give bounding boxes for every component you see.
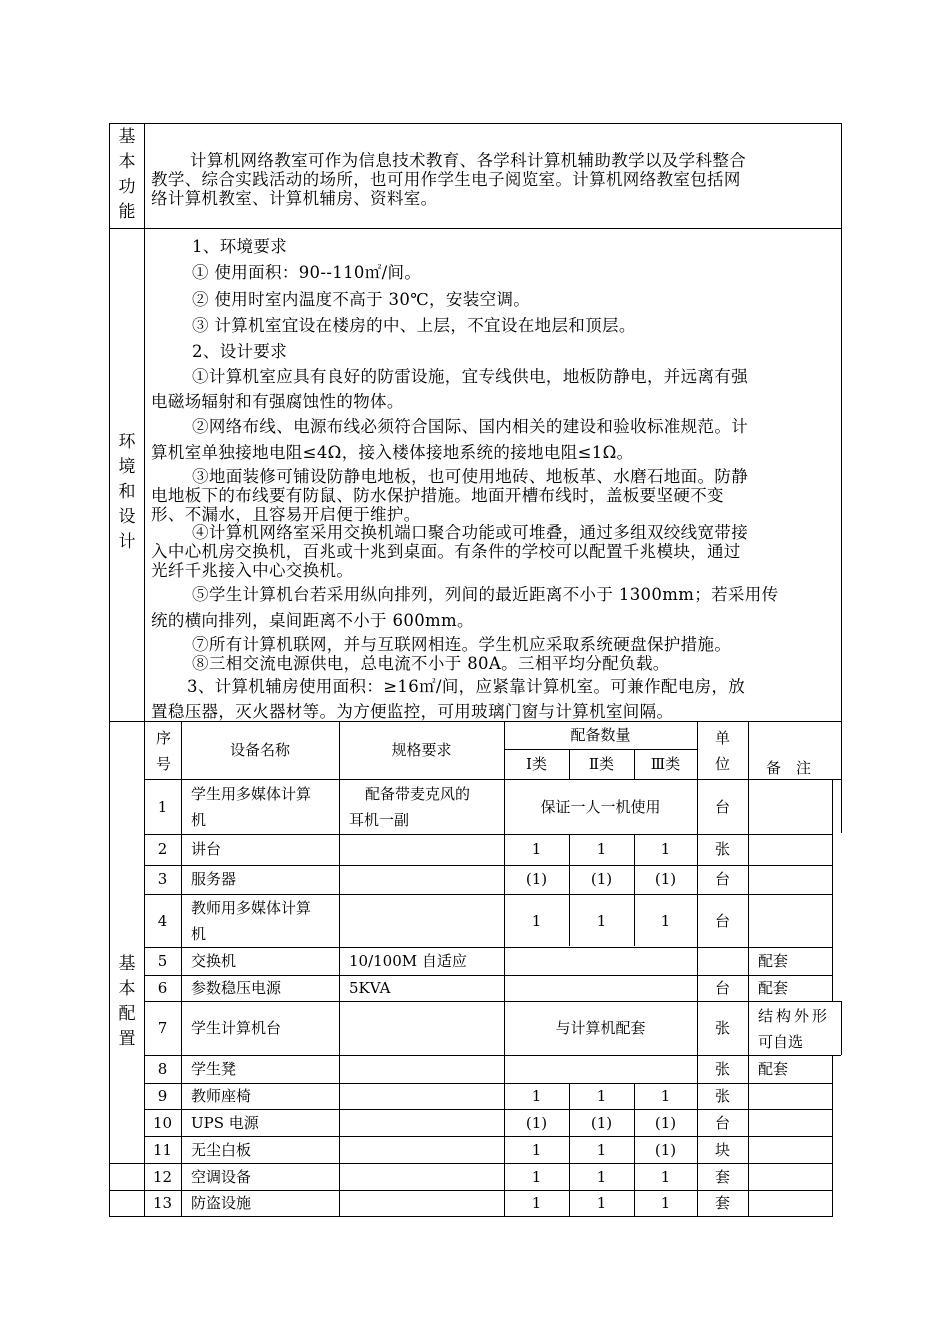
rule — [832, 779, 833, 1002]
rule — [504, 749, 697, 750]
cell-unit: 张 — [714, 1087, 730, 1105]
cell-spec: 配备带麦克风的 — [365, 785, 471, 803]
cell-name: 讲台 — [191, 840, 222, 858]
cell-seq: 8 — [157, 1060, 168, 1078]
cell-seq: 12 — [152, 1168, 173, 1186]
rule — [144, 123, 145, 1217]
cell-name: 防盗设施 — [191, 1194, 252, 1212]
rule — [144, 1001, 841, 1002]
header-unit-1: 单 — [714, 729, 730, 747]
header-class-3: Ⅲ类 — [650, 755, 681, 773]
cell-name: 机 — [191, 811, 207, 829]
cell-name: 学生用多媒体计算 — [191, 785, 312, 803]
rule — [109, 228, 842, 229]
rule — [841, 749, 842, 833]
cell-qty-3: 1 — [660, 840, 671, 858]
paragraph-line: 2、设计要求 — [192, 342, 288, 361]
paragraph-line: ⑤学生计算机台若采用纵向排列，列间的最近距离不小于 1300mm；若采用传 — [192, 585, 779, 604]
header-note: 备 注 — [766, 759, 812, 777]
cell-note: 配套 — [758, 1060, 789, 1078]
cell-name: 无尘白板 — [191, 1141, 252, 1159]
header-seq-2: 号 — [156, 755, 172, 773]
paragraph-line: ② 使用时室内温度不高于 30℃，安装空调。 — [192, 290, 531, 309]
paragraph-line: ⑦所有计算机联网，并与互联网相连。学生机应采取系统硬盘保护措施。 — [192, 635, 732, 654]
cell-name: 交换机 — [191, 952, 237, 970]
label-text: 基本配置 — [118, 954, 136, 1049]
cell-qty-1: 1 — [531, 1194, 542, 1212]
cell-name: 教师座椅 — [191, 1087, 252, 1105]
rule — [748, 721, 749, 1217]
paragraph-line: 计算机网络教室可作为信息技术教育、各学科计算机辅助教学以及学科整合 — [190, 151, 747, 170]
paragraph-line: ③地面装修可铺设防静电地板，也可使用地砖、地板革、水磨石地面。防静 — [192, 467, 749, 486]
cell-qty-1: (1) — [525, 1114, 548, 1132]
header-class-1: Ⅰ类 — [526, 755, 547, 773]
cell-unit: 张 — [714, 1019, 730, 1037]
cell-qty-2: 1 — [596, 1087, 607, 1105]
cell-unit: 张 — [714, 1060, 730, 1078]
cell-name: 参数稳压电源 — [191, 979, 282, 997]
cell-qty-2: 1 — [596, 1194, 607, 1212]
cell-seq: 1 — [157, 798, 168, 816]
cell-name: 学生凳 — [191, 1060, 237, 1078]
paragraph-line: 置稳压器，灭火器材等。为方便监控，可用玻璃门窗与计算机室间隔。 — [151, 702, 674, 721]
cell-note: 配套 — [758, 979, 789, 997]
cell-name: 空调设备 — [191, 1168, 252, 1186]
cell-unit: 台 — [714, 1114, 730, 1132]
cell-note: 配套 — [758, 952, 789, 970]
cell-seq: 3 — [157, 870, 168, 888]
cell-spec: 耳机一副 — [349, 811, 410, 829]
cell-seq: 5 — [157, 952, 168, 970]
cell-unit: 台 — [714, 979, 730, 997]
cell-qty-1: 1 — [531, 912, 542, 930]
paragraph-line: ②网络布线、电源布线必须符合国际、国内相关的建设和验收标准规范。计 — [192, 417, 749, 436]
cell-qty-1: 1 — [531, 1141, 542, 1159]
rule — [109, 1216, 833, 1217]
paragraph-line: 形、不漏水，且容易开启便于维护。 — [151, 505, 421, 524]
cell-seq: 7 — [157, 1019, 168, 1037]
paragraph-line: 电磁场辐射和有强腐蚀性的物体。 — [151, 392, 404, 411]
cell-seq: 13 — [152, 1194, 173, 1212]
cell-name: 服务器 — [191, 870, 237, 888]
cell-note: 结构外形 — [758, 1007, 831, 1025]
cell-unit: 张 — [714, 840, 730, 858]
cell-qty-2: 1 — [596, 1168, 607, 1186]
cell-qty-3: (1) — [654, 1114, 677, 1132]
cell-unit: 台 — [714, 798, 730, 816]
cell-qty-3: (1) — [654, 870, 677, 888]
cell-qty-1: 1 — [531, 840, 542, 858]
paragraph-line: 光纤千兆接入中心交换机。 — [151, 561, 354, 580]
label-text: 基本功能 — [118, 127, 136, 222]
paragraph-line: 统的横向排列，桌间距离不小于 600mm。 — [151, 611, 474, 630]
label-text: 环境和设计 — [118, 432, 136, 552]
cell-unit: 块 — [714, 1141, 730, 1159]
cell-qty-3: 1 — [660, 912, 671, 930]
cell-unit: 台 — [714, 912, 730, 930]
paragraph-line: 入中心机房交换机，百兆或十兆到桌面。有条件的学校可以配置千兆模块，通过 — [151, 542, 741, 561]
cell-qty-1: 1 — [531, 1168, 542, 1186]
section-label-basic-function — [114, 125, 140, 225]
cell-qty-2: (1) — [590, 1114, 613, 1132]
section-label-environment — [114, 430, 140, 555]
rule — [144, 834, 833, 835]
header-seq-1: 序 — [156, 729, 172, 747]
cell-qty-1: 1 — [531, 1087, 542, 1105]
cell-seq: 4 — [157, 912, 168, 930]
rule — [339, 721, 340, 1217]
rule — [841, 123, 842, 749]
cell-qty-3: (1) — [654, 1141, 677, 1159]
rule — [841, 1001, 842, 1055]
cell-qty-2: 1 — [596, 1141, 607, 1159]
cell-qty-3: 1 — [660, 1194, 671, 1212]
header-unit-2: 位 — [714, 755, 730, 773]
cell-qty-1: (1) — [525, 870, 548, 888]
paragraph-line: ① 使用面积：90--110㎡/间。 — [192, 263, 422, 282]
cell-qty-merged: 与计算机配套 — [555, 1019, 646, 1037]
paragraph-line: 算机室单独接地电阻≤4Ω，接入楼体接地系统的接地电阻≤1Ω。 — [151, 443, 634, 462]
paragraph-line: 1、环境要求 — [192, 237, 288, 256]
cell-qty-2: (1) — [590, 870, 613, 888]
cell-spec: 5KVA — [349, 979, 391, 997]
cell-qty-3: 1 — [660, 1087, 671, 1105]
cell-note: 可自选 — [758, 1033, 804, 1051]
cell-name: 教师用多媒体计算 — [191, 899, 312, 917]
paragraph-line: 3、计算机辅房使用面积：≥16㎡/间，应紧靠计算机室。可兼作配电房，放 — [187, 677, 746, 696]
cell-name: 机 — [191, 925, 207, 943]
paragraph-line: 络计算机教室、计算机辅房、资料室。 — [151, 189, 438, 208]
cell-name: UPS 电源 — [191, 1114, 259, 1132]
section-label-config — [114, 952, 140, 1052]
rule — [109, 123, 110, 1217]
rule — [144, 947, 833, 948]
cell-name: 学生计算机台 — [191, 1019, 282, 1037]
rule — [144, 779, 748, 780]
cell-unit: 套 — [714, 1168, 730, 1186]
paragraph-line: ③ 计算机室宜设在楼房的中、上层，不宜设在地层和顶层。 — [192, 316, 636, 335]
cell-qty-3: 1 — [660, 1168, 671, 1186]
cell-qty-merged: 保证一人一机使用 — [540, 798, 661, 816]
paragraph-line: 教学、综合实践活动的场所，也可用作学生电子阅览室。计算机网络教室包括网 — [151, 170, 741, 189]
cell-seq: 10 — [152, 1114, 173, 1132]
paragraph-line: ④计算机网络室采用交换机端口聚合功能或可堆叠，通过多组双绞线宽带接 — [192, 523, 749, 542]
paragraph-line: 电地板下的布线要有防鼠、防水保护措施。地面开槽布线时，盖板要坚硬不变 — [151, 486, 724, 505]
cell-qty-2: 1 — [596, 912, 607, 930]
header-class-2: Ⅱ类 — [588, 755, 615, 773]
paragraph-line: ⑧三相交流电源供电，总电流不小于 80A。三相平均分配负载。 — [192, 654, 670, 673]
header-spec: 规格要求 — [391, 741, 452, 759]
rule — [109, 123, 842, 124]
rule — [181, 721, 182, 1217]
cell-unit: 套 — [714, 1194, 730, 1212]
cell-seq: 6 — [157, 979, 168, 997]
paragraph-line: ①计算机室应具有良好的防雷设施，宜专线供电，地板防静电，并远离有强 — [192, 367, 749, 386]
cell-unit: 台 — [714, 870, 730, 888]
cell-qty-2: 1 — [596, 840, 607, 858]
cell-seq: 2 — [157, 840, 168, 858]
cell-seq: 9 — [157, 1087, 168, 1105]
cell-seq: 11 — [152, 1141, 173, 1159]
header-qty: 配备数量 — [570, 726, 631, 744]
cell-spec: 10/100M 自适应 — [349, 952, 467, 970]
header-name: 设备名称 — [229, 741, 290, 759]
